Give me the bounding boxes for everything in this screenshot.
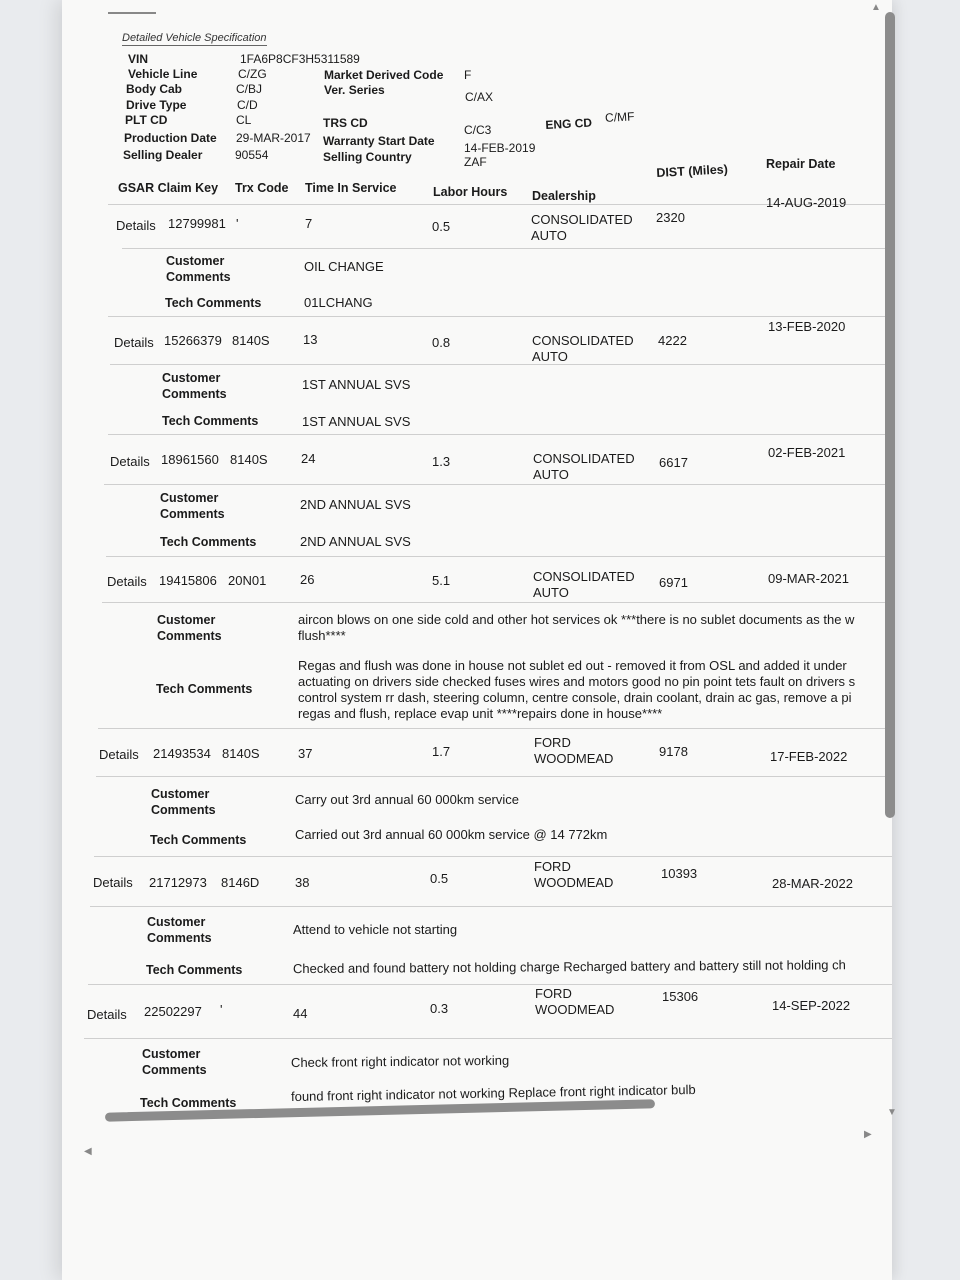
labor-hours: 1.7 bbox=[432, 744, 451, 759]
dist-miles: 6617 bbox=[659, 455, 688, 470]
trx-code: ' bbox=[236, 216, 239, 231]
labor-hours: 0.8 bbox=[432, 335, 451, 350]
row-divider bbox=[90, 906, 892, 907]
time-in-service: 7 bbox=[305, 216, 313, 231]
customer-comments: Check front right indicator not working bbox=[290, 1052, 510, 1071]
claim-key: 18961560 bbox=[161, 452, 219, 467]
dealership: CONSOLIDATED AUTO bbox=[531, 212, 633, 243]
spec-market-derived-code-value: F bbox=[464, 68, 472, 82]
col-header-dealership: Dealership bbox=[532, 189, 596, 203]
details-label: Details bbox=[114, 335, 154, 350]
spec-vin-value: 1FA6P8CF3H5311589 bbox=[240, 52, 360, 66]
spec-plt-cd-label: PLT CD bbox=[125, 113, 168, 127]
repair-date: 02-FEB-2021 bbox=[768, 445, 846, 460]
dist-miles: 9178 bbox=[659, 744, 688, 759]
spec-eng-cd-value: C/MF bbox=[604, 109, 635, 125]
col-header-dist-miles: DIST (Miles) bbox=[656, 162, 729, 180]
row-divider bbox=[96, 776, 892, 777]
repair-date: 14-SEP-2022 bbox=[772, 998, 851, 1013]
claim-key: 21712973 bbox=[149, 875, 207, 890]
dealership: CONSOLIDATED AUTO bbox=[533, 569, 635, 600]
tech-comments-label: Tech Comments bbox=[160, 535, 257, 549]
spec-ver-series-label: Ver. Series bbox=[324, 83, 385, 97]
spec-trs-cd-label: TRS CD bbox=[323, 116, 368, 130]
tech-comments-label: Tech Comments bbox=[156, 682, 253, 696]
dealership: CONSOLIDATED AUTO bbox=[533, 451, 635, 482]
tech-comments-label: Tech Comments bbox=[165, 296, 262, 310]
spec-selling-dealer-label: Selling Dealer bbox=[123, 148, 203, 162]
customer-comments: Carry out 3rd annual 60 000km service bbox=[295, 792, 520, 807]
customer-comments: 2ND ANNUAL SVS bbox=[300, 497, 411, 512]
labor-hours: 0.3 bbox=[430, 1001, 449, 1016]
repair-date: 14-AUG-2019 bbox=[766, 195, 847, 210]
row-divider bbox=[84, 1038, 892, 1039]
dist-miles: 15306 bbox=[662, 989, 699, 1004]
scroll-left-arrow-icon[interactable]: ◀ bbox=[84, 1146, 92, 1157]
trx-code: 8140S bbox=[230, 452, 268, 467]
spec-production-date-value: 29-MAR-2017 bbox=[236, 131, 311, 145]
dist-miles: 4222 bbox=[658, 333, 687, 348]
page-mark bbox=[108, 12, 156, 14]
spec-selling-dealer-value: 90554 bbox=[235, 148, 269, 162]
details-label: Details bbox=[116, 218, 156, 233]
record-divider bbox=[94, 856, 892, 857]
row-divider bbox=[102, 602, 892, 603]
trx-code: 8140S bbox=[232, 333, 270, 348]
spec-warranty-start-date-value: 14-FEB-2019 bbox=[464, 141, 536, 155]
time-in-service: 24 bbox=[301, 451, 316, 466]
dealership: CONSOLIDATED AUTO bbox=[532, 333, 634, 364]
spec-vehicle-line-value: C/ZG bbox=[238, 67, 267, 81]
details-label: Details bbox=[87, 1007, 127, 1022]
spec-production-date-label: Production Date bbox=[124, 131, 217, 145]
spec-selling-country-value: ZAF bbox=[464, 155, 487, 169]
record-divider bbox=[88, 984, 892, 985]
col-header-gsar-claim-key: GSAR Claim Key bbox=[118, 181, 219, 195]
customer-comments-label: Customer Comments bbox=[162, 371, 227, 401]
tech-comments-label: Tech Comments bbox=[150, 833, 247, 847]
record-divider bbox=[106, 556, 892, 557]
col-header-labor-hours: Labor Hours bbox=[433, 185, 508, 199]
spec-selling-country-label: Selling Country bbox=[323, 150, 412, 164]
row-divider bbox=[104, 484, 892, 485]
spec-body-cab-label: Body Cab bbox=[126, 82, 183, 96]
spec-market-derived-code-label: Market Derived Code bbox=[324, 68, 444, 82]
time-in-service: 38 bbox=[295, 875, 310, 890]
dealership: FORD WOODMEAD bbox=[535, 986, 615, 1017]
details-label: Details bbox=[110, 454, 150, 469]
labor-hours: 0.5 bbox=[432, 219, 451, 234]
col-header-time-in-service: Time In Service bbox=[305, 181, 397, 195]
claim-key: 22502297 bbox=[144, 1004, 202, 1019]
trx-code: ' bbox=[220, 1002, 223, 1017]
spec-drive-type-label: Drive Type bbox=[126, 98, 187, 112]
row-divider bbox=[122, 248, 892, 249]
dist-miles: 10393 bbox=[661, 866, 698, 881]
tech-comments: Carried out 3rd annual 60 000km service @ 14 772km bbox=[295, 827, 608, 842]
customer-comments-label: Customer Comments bbox=[157, 613, 222, 643]
tech-comments-label: Tech Comments bbox=[162, 414, 259, 428]
spec-eng-cd-label: ENG CD bbox=[545, 115, 593, 132]
claim-key: 19415806 bbox=[159, 573, 217, 588]
customer-comments-label: Customer Comments bbox=[166, 254, 231, 284]
spec-trs-cd-value: C/C3 bbox=[464, 123, 492, 137]
tech-comments: 1ST ANNUAL SVS bbox=[302, 414, 411, 429]
labor-hours: 1.3 bbox=[432, 454, 451, 469]
document-page bbox=[62, 0, 892, 1280]
claim-key: 12799981 bbox=[168, 216, 226, 231]
repair-date: 13-FEB-2020 bbox=[768, 319, 846, 334]
repair-date: 09-MAR-2021 bbox=[768, 571, 849, 586]
time-in-service: 13 bbox=[303, 332, 318, 347]
scroll-down-arrow-icon[interactable]: ▼ bbox=[887, 1107, 897, 1118]
col-header-trx-code: Trx Code bbox=[235, 181, 289, 195]
claim-key: 21493534 bbox=[153, 746, 211, 761]
customer-comments-label: Customer Comments bbox=[147, 915, 212, 945]
details-label: Details bbox=[93, 875, 133, 890]
dealership: FORD WOODMEAD bbox=[534, 735, 614, 766]
trx-code: 8146D bbox=[221, 875, 260, 890]
time-in-service: 37 bbox=[298, 746, 313, 761]
trx-code: 8140S bbox=[222, 746, 260, 761]
tech-comments: Checked and found battery not holding charge Recharged battery and battery still not holding ch bbox=[292, 957, 846, 977]
vertical-scrollbar[interactable] bbox=[885, 12, 895, 818]
record-divider bbox=[108, 434, 892, 435]
customer-comments: 1ST ANNUAL SVS bbox=[302, 377, 411, 392]
customer-comments-label: Customer Comments bbox=[151, 787, 216, 817]
details-label: Details bbox=[107, 574, 147, 589]
spec-body-cab-value: C/BJ bbox=[236, 82, 263, 96]
time-in-service: 44 bbox=[293, 1006, 308, 1021]
record-divider bbox=[98, 728, 892, 729]
col-header-repair-date: Repair Date bbox=[766, 157, 836, 171]
spec-drive-type-value: C/D bbox=[237, 98, 258, 112]
customer-comments: OIL CHANGE bbox=[304, 259, 384, 274]
tech-comments-label: Tech Comments bbox=[140, 1096, 237, 1110]
spec-ver-series-value: C/AX bbox=[465, 90, 494, 104]
record-divider bbox=[108, 316, 892, 317]
labor-hours: 5.1 bbox=[432, 573, 451, 588]
scroll-right-arrow-icon[interactable]: ▶ bbox=[864, 1129, 872, 1140]
tech-comments: found front right indicator not working Replace front right indicator bulb bbox=[290, 1081, 696, 1105]
spec-vehicle-line-label: Vehicle Line bbox=[128, 67, 198, 81]
dist-miles: 6971 bbox=[659, 575, 688, 590]
customer-comments-label: Customer Comments bbox=[160, 491, 225, 521]
spec-plt-cd-value: CL bbox=[236, 113, 252, 127]
customer-comments-label: Customer Comments bbox=[142, 1047, 207, 1077]
scroll-up-arrow-icon[interactable]: ▲ bbox=[871, 2, 881, 13]
details-label: Details bbox=[99, 747, 139, 762]
trx-code: 20N01 bbox=[228, 573, 267, 588]
dist-miles: 2320 bbox=[656, 210, 685, 225]
repair-date: 28-MAR-2022 bbox=[772, 876, 853, 891]
customer-comments: aircon blows on one side cold and other hot services ok ***there is no sublet documents as the w flush**** bbox=[298, 612, 855, 643]
tech-comments: 01LCHANG bbox=[304, 295, 373, 310]
spec-vin-label: VIN bbox=[128, 52, 149, 66]
row-divider bbox=[110, 364, 892, 365]
labor-hours: 0.5 bbox=[430, 871, 449, 886]
time-in-service: 26 bbox=[300, 572, 315, 587]
customer-comments: Attend to vehicle not starting bbox=[293, 922, 458, 937]
tech-comments-label: Tech Comments bbox=[146, 963, 243, 977]
repair-date: 17-FEB-2022 bbox=[770, 749, 848, 764]
tech-comments: Regas and flush was done in house not sublet ed out - removed it from OSL and added it under actuating on drivers side checked fuses wires and motors good no pin point tets fault on drivers s control system rr dash, steering column, centre console, drain coolant, drain ac gas, remove a pi regas and flush, replace evap unit ****repairs done in house**** bbox=[298, 658, 856, 721]
document-title: Detailed Vehicle Specification bbox=[122, 32, 267, 44]
spec-warranty-start-date-label: Warranty Start Date bbox=[323, 134, 435, 148]
dealership: FORD WOODMEAD bbox=[534, 859, 614, 890]
tech-comments: 2ND ANNUAL SVS bbox=[300, 534, 411, 549]
claim-key: 15266379 bbox=[164, 333, 222, 348]
